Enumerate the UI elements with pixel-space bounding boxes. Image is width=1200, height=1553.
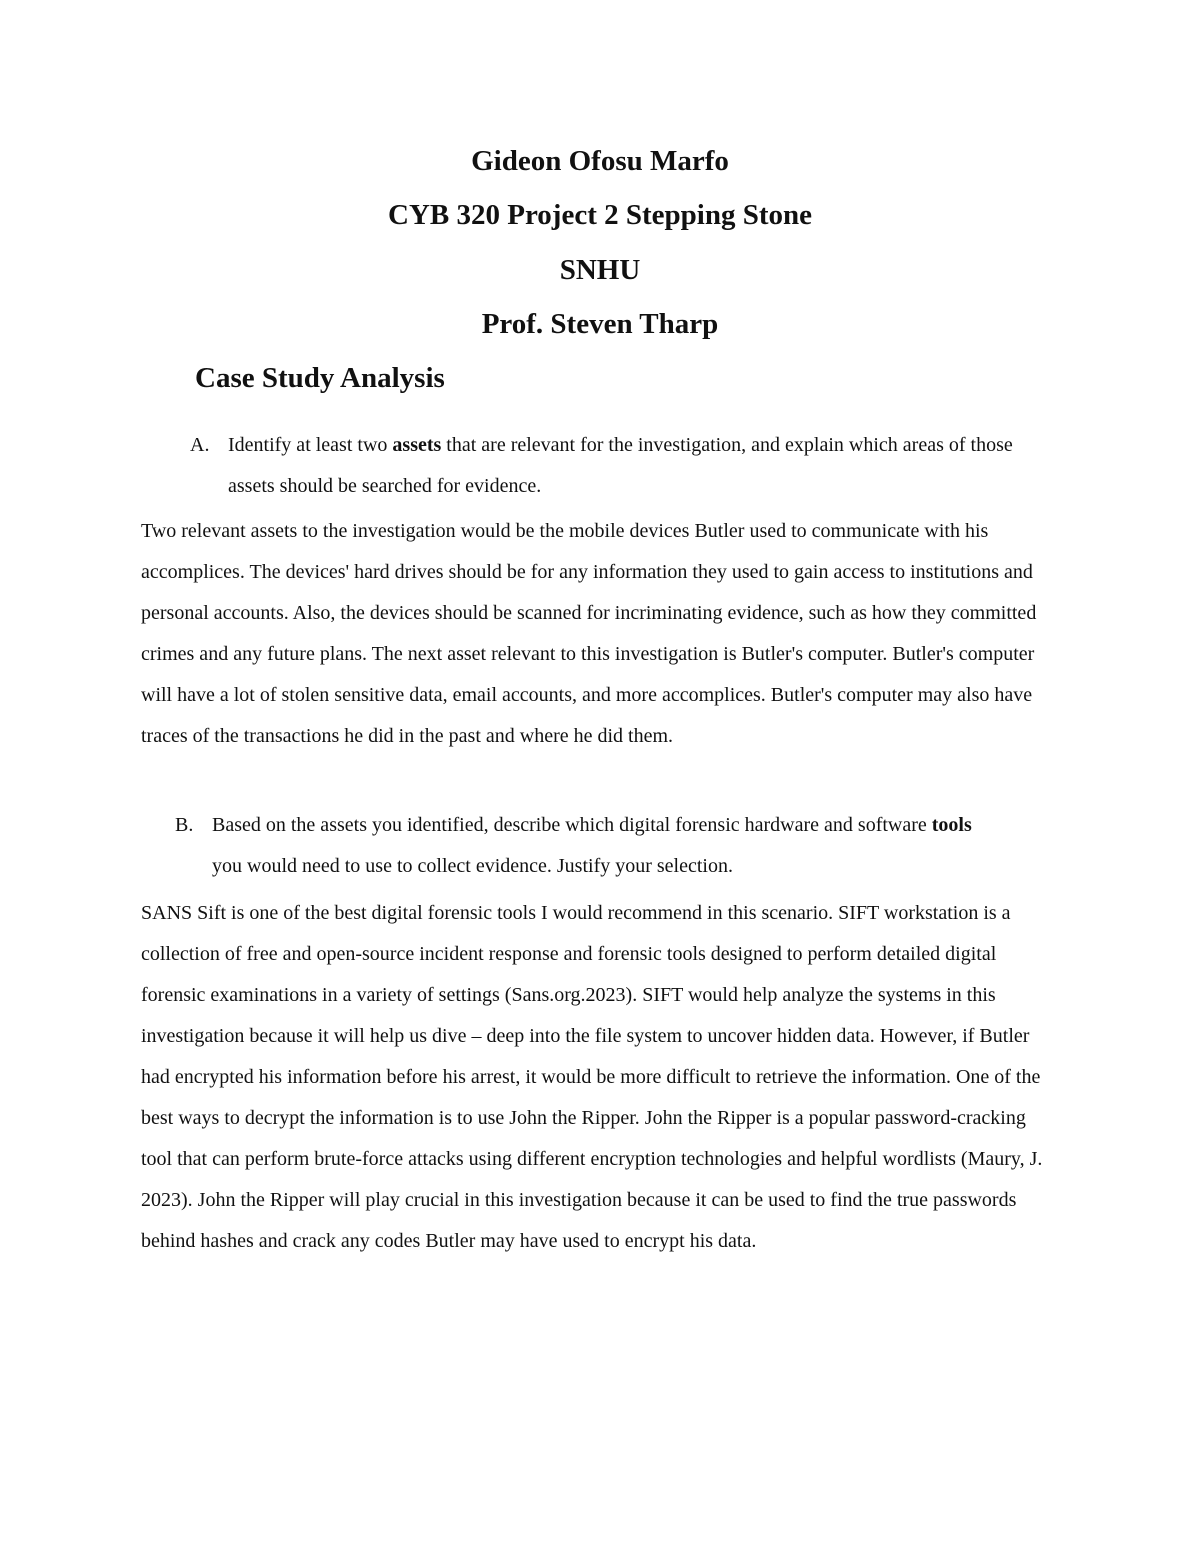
instructor-name: Prof. Steven Tharp [481,308,719,340]
question-a [190,425,1030,507]
question-b-text-before: Based on the assets you identified, describe which digital forensic hardware and software [212,814,932,836]
section-heading: Case Study Analysis [195,362,445,394]
question-b-text [212,805,995,887]
question-a-text [228,425,1030,507]
question-b-marker: B. [175,814,194,836]
question-a-text-after: that are relevant for the investigation, and explain which areas of those assets should be searched for evidence. [228,434,1013,497]
question-b [175,805,995,887]
answer-b-paragraph: SANS Sift is one of the best digital forensic tools I would recommend in this scenario. SIFT workstation is a collection of free and open-source incident response and forensic tools designed to perform detailed digital forensic examinations in a variety of settings (Sans.org.2023). SIFT would help analyze the systems in this investigation because it will help us dive – deep into the file system to uncover hidden data. However, if Butler had encrypted his information before his arrest, it would be more difficult to retrieve the information. One of the best ways to decrypt the information is to use John the Ripper. John the Ripper is a popular password-cracking tool that can perform brute-force attacks using different encryption technologies and helpful wordlists (Maury, J. 2023). John the Ripper will play crucial in this investigation because it can be used to find the true passwords behind hashes and crack any codes Butler may have used to encrypt his data. [141,902,1043,1252]
question-a-bold-term: assets [392,434,442,456]
question-b-text-after: you would need to use to collect evidence. Justify your selection. [212,855,733,877]
institution-name: SNHU [559,254,641,286]
answer-a-paragraph: Two relevant assets to the investigation would be the mobile devices Butler used to communicate with his accomplices. The devices' hard drives should be for any information they used to gain access to institutions and personal accounts. Also, the devices should be scanned for incriminating evidence, such as how they committed crimes and any future plans. The next asset relevant to this investigation is Butler's computer. Butler's computer will have a lot of stolen sensitive data, email accounts, and more accomplices. Butler's computer may also have traces of the transactions he did in the past and where he did them. [141,520,1037,747]
question-a-marker: A. [190,434,210,456]
question-a-text-before: Identify at least two [228,434,393,456]
course-title: CYB 320 Project 2 Stepping Stone [388,199,812,231]
author-name: Gideon Ofosu Marfo [471,145,729,177]
question-b-bold-term: tools [931,814,972,836]
